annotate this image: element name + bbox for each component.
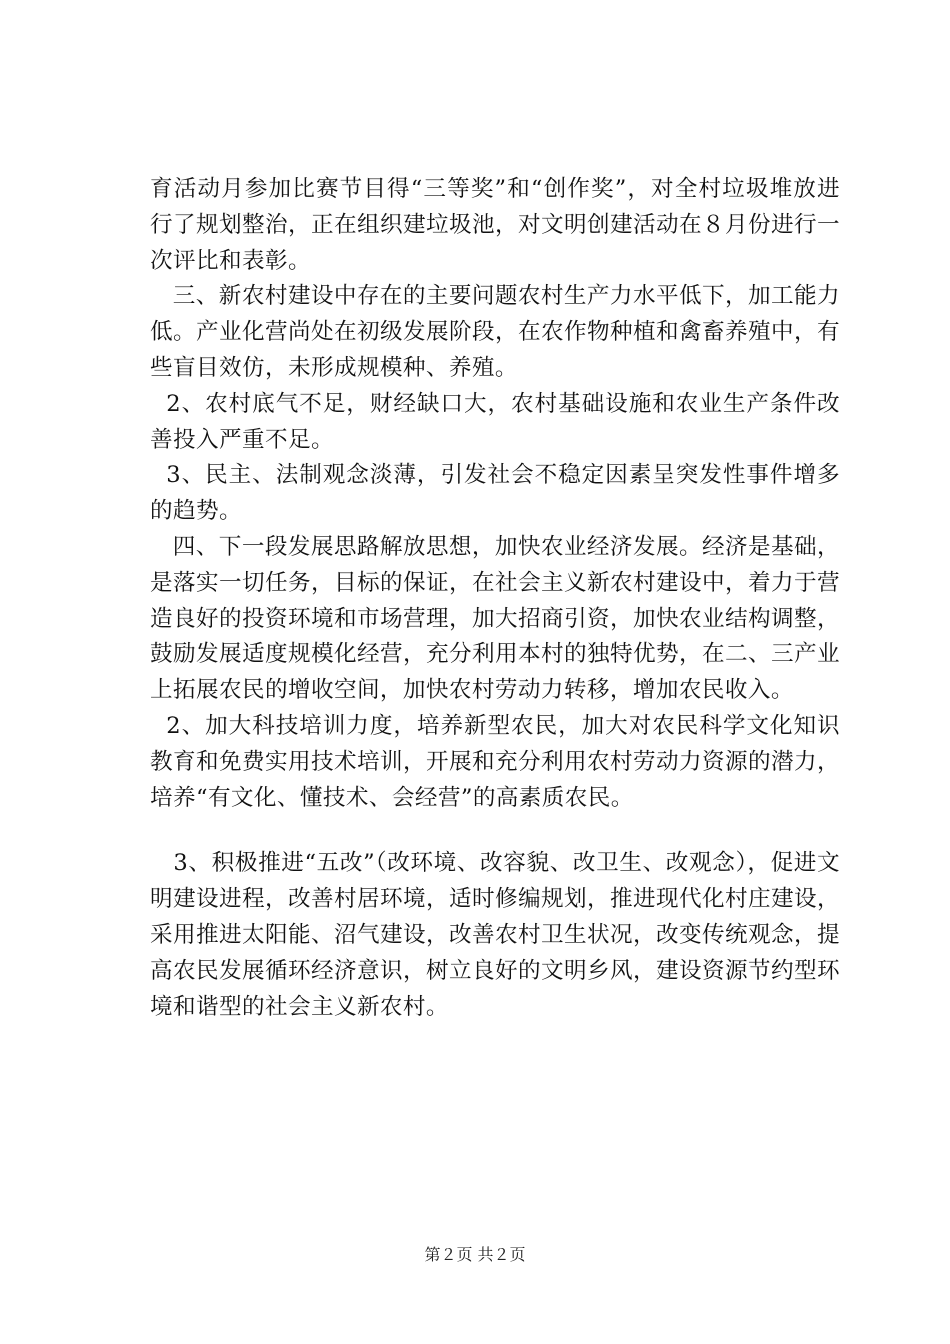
paragraph-problem-two: 2、农村底气不足，财经缺口大，农村基础设施和农业生产条件改善投入严重不足。	[150, 390, 840, 453]
paragraph-activity-summary: 育活动月参加比赛节目得“三等奖”和“创作奖”，对全村垃圾堆放进行了规划整治，正在组织建垃圾池，对文明创建活动在８月份进行一次评比和表彰。	[150, 176, 840, 274]
paragraph-section-four-plan: 四、下一段发展思路解放思想，加快农业经济发展。经济是基础，是落实一切任务，目标的保证，在社会主义新农村建设中，着力于营造良好的投资环境和市场营理，加大招商引资，加快农业结构调整，鼓励发展适度规模化经营，充分利用本村的独特优势，在二、三产业上拓展农民的增收空间，加快农村劳动力转移，增加农民收入。	[150, 533, 840, 704]
paragraph-plan-three: 3、积极推进“五改”（改环境、改容貌、改卫生、改观念），促进文明建设进程，改善村居环境，适时修编规划，推进现代化村庄建设，采用推进太阳能、沼气建设，改善农村卫生状况，改变传统观念，提高农民发展循环经济意识，树立良好的文明乡风，建设资源节约型环境和谐型的社会主义新农村。	[150, 850, 840, 1020]
page-number-footer: 第２页 共２页	[424, 1245, 526, 1264]
paragraph-plan-two: 2、加大科技培训力度，培养新型农民，加大对农民科学文化知识教育和免费实用技术培训，开展和充分利用农村劳动力资源的潜力，培养“有文化、懂技术、会经营”的高素质农民。	[150, 712, 840, 811]
paragraph-problem-three: 3、民主、法制观念淡薄，引发社会不稳定因素呈突发性事件增多的趋势。	[150, 462, 840, 525]
paragraph-section-three-problems: 三、新农村建设中存在的主要问题农村生产力水平低下，加工能力低。产业化营尚处在初级发展阶段，在农作物种植和禽畜养殖中，有些盲目效仿，未形成规模种、养殖。	[150, 283, 840, 381]
document-body	[150, 172, 840, 1025]
